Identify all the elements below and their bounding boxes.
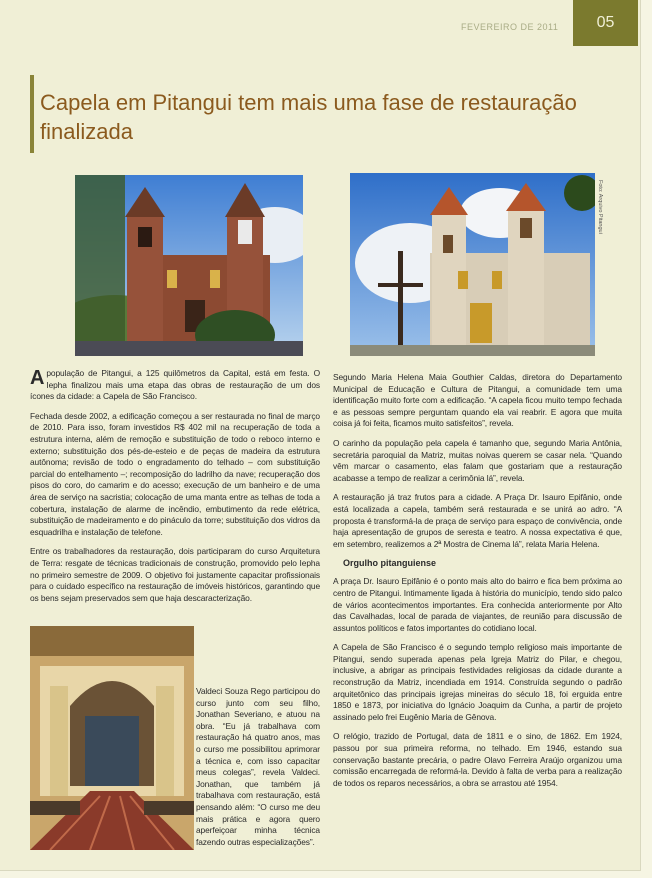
paragraph: O relógio, trazido de Portugal, data de 1811 e o sino, de 1862. Em 1924, passou por sua primeira reforma, no telhado. Em 1946, estando sua conservação bastante precária, o padre Olavo Ferreira Araújo organizou uma comissão encarregada de reformá-la. Devido à falta de verba para a realização de todos os reparos necessários, a obra se arrastou até 1954. <box>333 731 622 788</box>
paragraph: Fechada desde 2002, a edificação começou a ser restaurada no final de março de 2010. Para isso, foram investidos R$ 402 mil na recuperação de toda a estrutura interna, além de remoção e substituição de todo o reboco interno e externo; substituição dos pés-de-esteio e de peças de madeira da estrutura autônoma; revisão de todo o engradamento do telhado – com substituição parcial do entelhamento –; recomposição do ladrilho da nave; recuperação dos pisos do coro, do camarim e do acesso; execução de um banheiro e de uma área de serviço na sacristia; colocação de uma manta entre as telhas de toda a cobertura, instalação de alarme de incêndio, embutimento da rede elétrica, substituição de madeiramento e do pináculo da torre; substituição dos vidros da esquadrilha e instalação de telefone. <box>30 410 320 537</box>
paragraph: O carinho da população pela capela é tamanho que, segundo Maria Antônia, secretária paroquial da Matriz, muitas noivas querem se casar nela. “Quando vêm marcar o casamento, elas falam que gostariam que a restauração acabasse a tempo de realizar a cerimônia lá”, revela. <box>333 437 622 483</box>
chapel-restored-photo <box>350 173 595 356</box>
paragraph: A praça Dr. Isauro Epifânio é o ponto mais alto do bairro e fica bem próxima ao centro de Pitangui. Intimamente ligada à história do município, tendo sido palco de vários acontecimentos importantes. Era conhecida anteriormente por Alto das Cavalhadas, local de parada de viajantes, de reunião para discussão de assuntos políticos e fatos importantes do cotidiano local. <box>333 576 622 633</box>
paragraph: Entre os trabalhadores da restauração, dois participaram do curso Arquitetura de Terra: resgate de técnicas tradicionais de construção, promovido pelo Iepha no primeiro semestre de 2009. O objetivo foi justamente capacitar profissionais para o cuidado específico na restauração de imóveis históricos, garantindo que os bens sejam preservados sem que haja descaracterização. <box>30 546 320 603</box>
chapel-interior-photo <box>30 626 194 850</box>
paragraph: A população de Pitangui, a 125 quilômetros da Capital, está em festa. O Iepha finalizou mais uma etapa das obras de restauração de um dos ícones da cidade: a Capela de São Francisco. <box>30 367 320 402</box>
subheading: Orgulho pitanguiense <box>343 558 437 569</box>
article-title: Capela em Pitangui tem mais uma fase de restauração finalizada <box>40 90 577 144</box>
paragraph: A restauração já traz frutos para a cidade. A Praça Dr. Isauro Epifânio, onde está localizada a capela, também será restaurada e se unirá ao adro. “A proposta é transformá-la de praça de serviço para espaço de convivência, onde haja apresentação de grupos de seresta e teatro. A nossa expectativa é que, em setembro, realizemos a 2ª Mostra de Cinema lá”, relata Maria Helena. <box>333 492 622 549</box>
column-left-continued <box>196 626 320 856</box>
paragraph: A Capela de São Francisco é o segundo templo religioso mais importante de Pitangui, sendo superada apenas pela Igreja Matriz do Pilar, e chegou, inclusive, a abrigar as principais festividades religiosas da cidade durante a reconstrução da Matriz, incendiada em 1914. Construída segundo o padrão arquitetônico das principais igrejas mineiras do século 18, foi erguida entre 1850 e 1873, por iniciativa do Ignácio Joaquim da Cunha, a partir de projeto assinado pelo frei Eugênio Maria de Gênova. <box>333 642 622 722</box>
paragraph: Segundo Maria Helena Maia Gouthier Caldas, diretora do Departamento Municipal de Educação e Cultura de Pitangui, a comunidade tem uma identificação muito forte com a edificação. “A capela ficou muito tempo fechada e as pessoas sempre perguntam quando ela vai reabrir. E agora que muita coisa já foi feita, ficamos muito satisfeitos”, revela. <box>333 372 622 429</box>
column-left <box>30 368 320 604</box>
column-right <box>333 372 622 797</box>
issue-date: FEVEREIRO DE 2011 <box>461 22 559 32</box>
photo-credit: Foto: Arquivo Pitangui <box>597 180 603 234</box>
paragraph: Valdeci Souza Rego participou do curso junto com seu filho, Jonathan Severiano, e atuou na obra. “Eu já trabalhava com restauração há quatro anos, mas o curso me possibilitou aprimorar a técnica e, com isso capacitar meus colegas”, revela Valdeci. Jonathan, que também já trabalhava com restauração, está pensando além: “O curso me deu mais prática e agora quero aperfeiçoar minha técnica fazendo outras especializações”. <box>196 686 320 847</box>
drop-cap: A <box>30 367 45 389</box>
page-number: 05 <box>573 0 638 46</box>
chapel-before-photo <box>75 175 303 356</box>
title-accent-bar <box>30 75 34 153</box>
